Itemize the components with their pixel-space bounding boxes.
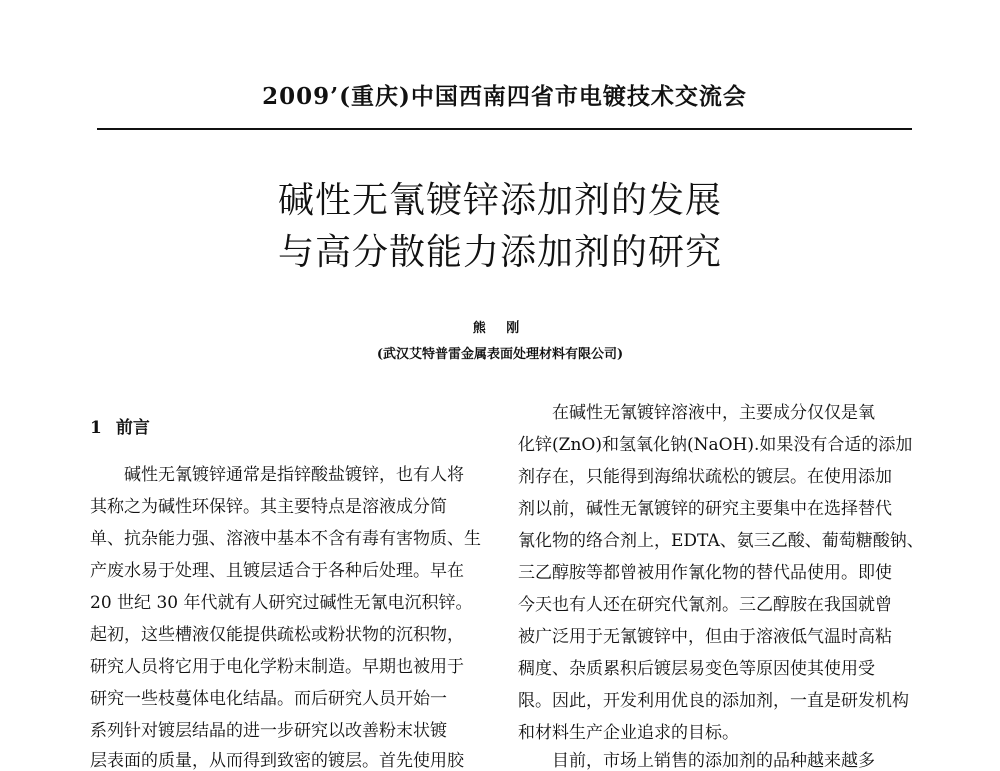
text-line: 和材料生产企业追求的目标。: [518, 723, 739, 743]
text-line: 单、抗杂能力强、溶液中基本不含有毒有害物质、生: [90, 529, 481, 549]
title-line-2: 与高分散能力添加剂的研究: [277, 232, 722, 273]
text-line: 今天也有人还在研究代氰剂。三乙醇胺在我国就曾: [518, 595, 892, 615]
text-line: 产废水易于处理、且镀层适合于各种后处理。早在: [90, 561, 464, 581]
text-line: 其称之为碱性环保锌。其主要特点是溶液成分简: [90, 497, 447, 517]
text-line: 研究人员将它用于电化学粉末制造。早期也被用于: [90, 657, 464, 677]
affiliation: (武汉艾特普雷金属表面处理材料有限公司): [376, 347, 624, 362]
text-line: 20 世纪 30 年代就有人研究过碱性无氰电沉积锌。: [90, 593, 473, 613]
text-line: 被广泛用于无氰镀锌中，但由于溶液低气温时高粘: [518, 627, 892, 647]
text-line: 研究一些枝蔓体电化结晶。而后研究人员开始一: [90, 689, 447, 709]
text-line: 碱性无氰镀锌通常是指锌酸盐镀锌，也有人将: [90, 465, 464, 485]
text-line: 起初，这些槽液仅能提供疏松或粉状物的沉积物，: [90, 625, 464, 645]
title-line-1: 碱性无氰镀锌添加剂的发展: [277, 180, 722, 221]
text-line: 稠度、杂质累积后镀层易变色等原因使其使用受: [518, 659, 875, 679]
text-line: 化锌(ZnO)和氢氧化钠(NaOH).如果没有合适的添加: [518, 435, 913, 455]
text-line: 目前，市场上销售的添加剂的品种越来越多: [518, 751, 875, 771]
section-title: 前言: [115, 418, 150, 438]
author: 熊 刚: [472, 321, 528, 336]
section-number: 1: [90, 418, 102, 438]
running-header: 2009’(重庆)中国西南四省市电镀技术交流会: [262, 83, 747, 110]
text-line: 限。因此，开发利用优良的添加剂，一直是研发机构: [518, 691, 909, 711]
header-rule: [97, 128, 912, 130]
text-line: 在碱性无氰镀锌溶液中，主要成分仅仅是氧: [518, 403, 875, 423]
text-line: 氰化物的络合剂上，EDTA、氨三乙酸、葡萄糖酸钠、: [518, 531, 924, 551]
text-line: 三乙醇胺等都曾被用作氰化物的替代品使用。即使: [518, 563, 892, 583]
text-line: 层表面的质量，从而得到致密的镀层。首先使用胶: [90, 751, 464, 771]
text-line: 剂以前，碱性无氰镀锌的研究主要集中在选择替代: [518, 499, 892, 519]
text-line: 剂存在，只能得到海绵状疏松的镀层。在使用添加: [518, 467, 892, 487]
text-line: 系列针对镀层结晶的进一步研究以改善粉末状镀: [90, 721, 447, 741]
section-heading: [90, 413, 150, 438]
